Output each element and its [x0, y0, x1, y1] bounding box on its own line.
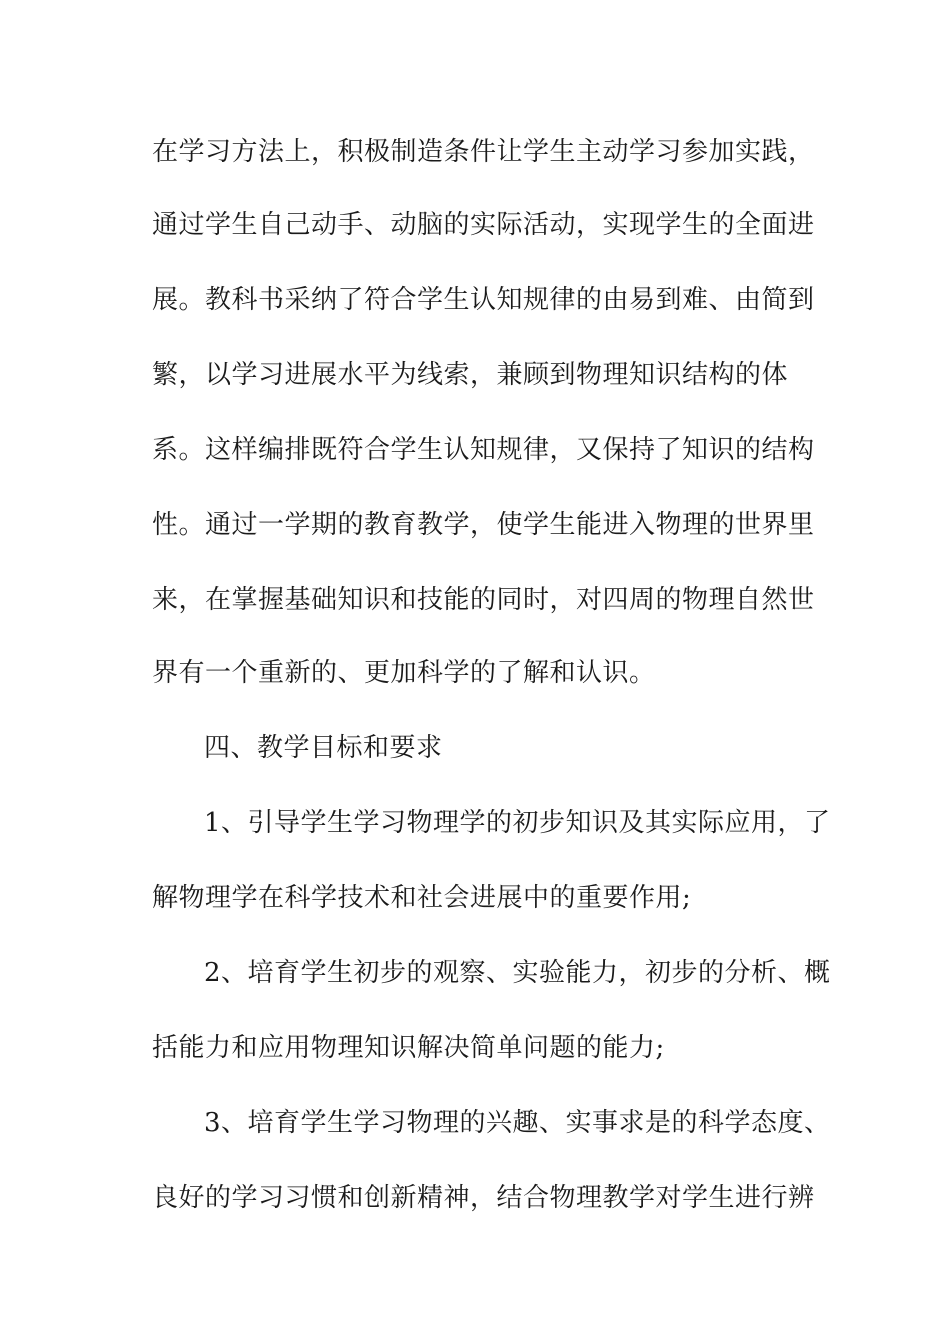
section-heading: 四、教学目标和要求	[204, 733, 443, 763]
body-line-6: 性。通过一学期的教育教学，使学生能进入物理的世界里	[152, 510, 815, 540]
goal-2-line-2: 括能力和应用物理知识解决简单问题的能力;	[152, 1033, 665, 1063]
body-line-2: 通过学生自己动手、动脑的实际活动，实现学生的全面进	[152, 210, 815, 240]
body-line-8: 界有一个重新的、更加科学的了解和认识。	[152, 658, 656, 688]
body-line-3: 展。教科书采纳了符合学生认知规律的由易到难、由简到	[152, 285, 815, 315]
body-line-5: 系。这样编排既符合学生认知规律，又保持了知识的结构	[152, 435, 815, 465]
goal-2-line-1: 2、培育学生初步的观察、实验能力，初步的分析、概	[204, 958, 831, 988]
goal-3-line-1: 3、培育学生学习物理的兴趣、实事求是的科学态度、	[204, 1108, 831, 1138]
body-line-7: 来，在掌握基础知识和技能的同时，对四周的物理自然世	[152, 585, 815, 615]
body-line-4: 繁，以学习进展水平为线索，兼顾到物理知识结构的体	[152, 360, 789, 390]
goal-1-line-2: 解物理学在科学技术和社会进展中的重要作用;	[152, 883, 692, 913]
goal-3-line-2: 良好的学习习惯和创新精神，结合物理教学对学生进行辨	[152, 1183, 815, 1213]
body-line-1: 在学习方法上，积极制造条件让学生主动学习参加实践，	[152, 137, 815, 167]
goal-1-line-1: 1、引导学生学习物理学的初步知识及其实际应用，了	[204, 808, 831, 838]
